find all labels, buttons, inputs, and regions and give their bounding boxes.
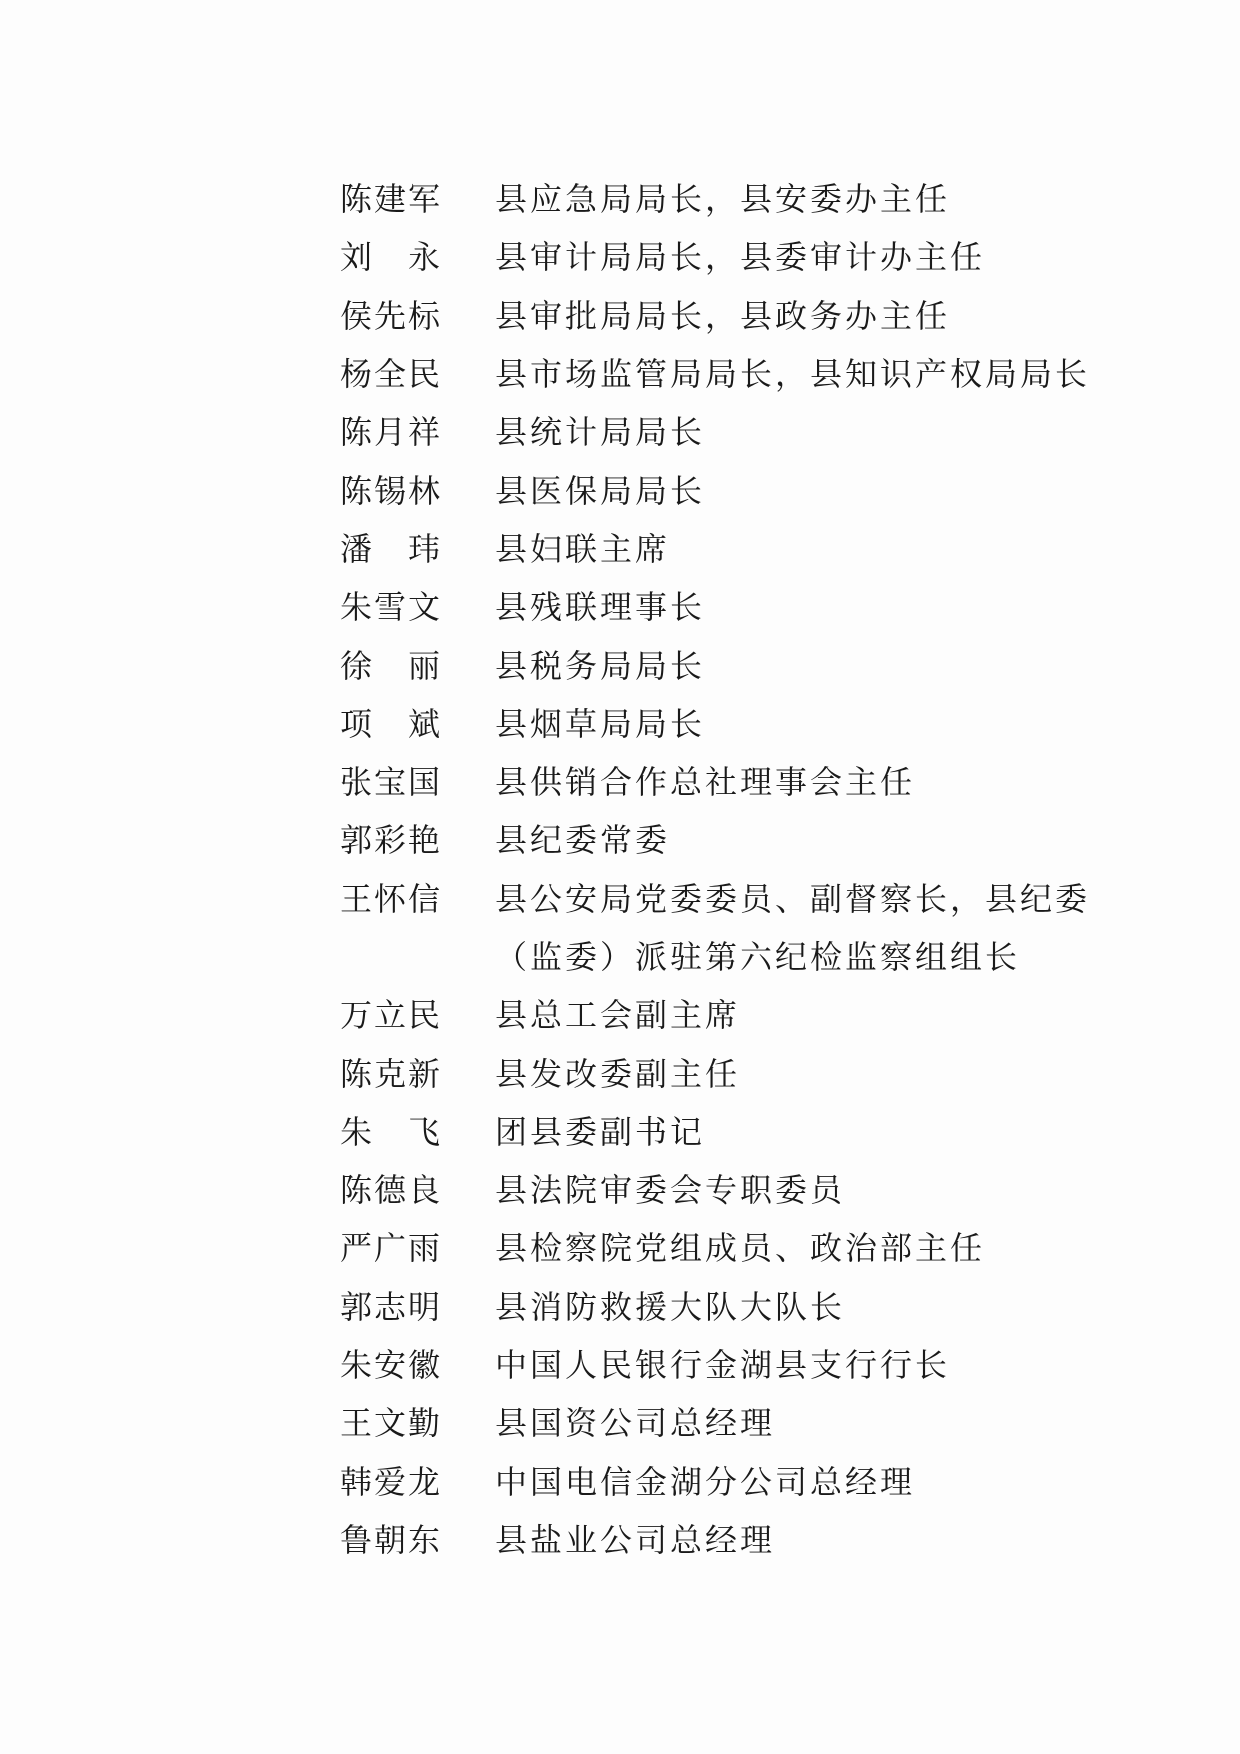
- member-name: 刘 永: [340, 238, 443, 277]
- member-title: （监委）派驻第六纪检监察组组长: [495, 938, 1021, 976]
- member-row: [340, 1276, 1100, 1334]
- member-title: 县纪委常委: [495, 821, 671, 860]
- member-name: 王文勤: [340, 1404, 443, 1443]
- member-row: [340, 459, 1100, 517]
- member-title: 县医保局局长: [495, 471, 706, 510]
- member-row: [340, 984, 1100, 1042]
- member-name: 万立民: [340, 996, 443, 1035]
- member-row: [340, 634, 1100, 692]
- member-row: [340, 168, 1100, 226]
- member-name: 鲁朝东: [340, 1520, 443, 1559]
- member-name: 郭志明: [340, 1287, 443, 1326]
- member-name: 朱 飞: [340, 1112, 443, 1151]
- member-row: [340, 1334, 1100, 1392]
- member-name: 张宝国: [340, 763, 443, 802]
- member-row: [340, 1451, 1100, 1509]
- member-title: 县统计局局长: [495, 413, 706, 452]
- member-row-continuation: [340, 926, 1100, 984]
- member-row: [340, 285, 1100, 343]
- member-row: [340, 343, 1100, 401]
- member-row: [340, 401, 1100, 459]
- member-title: 县审计局局长，县委审计办主任: [495, 238, 986, 277]
- member-title: 县税务局局长: [495, 646, 706, 685]
- member-name: 徐 丽: [340, 646, 443, 685]
- member-title: 中国电信金湖分公司总经理: [495, 1462, 916, 1501]
- member-title: 县总工会副主席: [495, 996, 741, 1035]
- member-name: 陈建军: [340, 180, 443, 219]
- member-row: [340, 1392, 1100, 1450]
- member-row: [340, 1042, 1100, 1100]
- member-title: 中国人民银行金湖县支行行长: [495, 1346, 951, 1385]
- member-title: 县供销合作总社理事会主任: [495, 763, 916, 802]
- member-name: 杨全民: [340, 355, 443, 394]
- member-row: [340, 1101, 1100, 1159]
- member-list: [340, 168, 1100, 1567]
- member-row: [340, 693, 1100, 751]
- member-row: [340, 226, 1100, 284]
- member-name: 严广雨: [340, 1229, 443, 1268]
- member-row: [340, 1217, 1100, 1275]
- member-title: 县妇联主席: [495, 529, 671, 568]
- member-title: 县发改委副主任: [495, 1054, 741, 1093]
- member-title: 县公安局党委委员、副督察长，县纪委: [495, 879, 1091, 918]
- member-name: 陈月祥: [340, 413, 443, 452]
- member-row: [340, 1159, 1100, 1217]
- member-title: 县法院审委会专职委员: [495, 1171, 846, 1210]
- member-row: [340, 809, 1100, 867]
- member-title: 县国资公司总经理: [495, 1404, 776, 1443]
- member-row: [340, 751, 1100, 809]
- member-row: [340, 868, 1100, 926]
- member-name: 项 斌: [340, 704, 443, 743]
- member-title: 县检察院党组成员、政治部主任: [495, 1229, 986, 1268]
- member-title: 团县委副书记: [495, 1112, 706, 1151]
- member-title: 县盐业公司总经理: [495, 1520, 776, 1559]
- member-name: 朱安徽: [340, 1346, 443, 1385]
- member-title: 县残联理事长: [495, 588, 706, 627]
- member-row: [340, 518, 1100, 576]
- member-name: 韩爱龙: [340, 1462, 443, 1501]
- member-name: 陈克新: [340, 1054, 443, 1093]
- member-title: 县烟草局局长: [495, 704, 706, 743]
- member-name: 郭彩艳: [340, 821, 443, 860]
- member-title: 县市场监管局局长，县知识产权局局长: [495, 355, 1091, 394]
- member-name: 侯先标: [340, 296, 443, 335]
- member-name: 陈德良: [340, 1171, 443, 1210]
- member-title: 县消防救援大队大队长: [495, 1287, 846, 1326]
- member-title: 县审批局局长，县政务办主任: [495, 296, 951, 335]
- member-name: 朱雪文: [340, 588, 443, 627]
- member-title: 县应急局局长，县安委办主任: [495, 180, 951, 219]
- member-name: 王怀信: [340, 879, 443, 918]
- member-name: 陈锡林: [340, 471, 443, 510]
- member-row: [340, 1509, 1100, 1567]
- member-name: 潘 玮: [340, 529, 443, 568]
- member-row: [340, 576, 1100, 634]
